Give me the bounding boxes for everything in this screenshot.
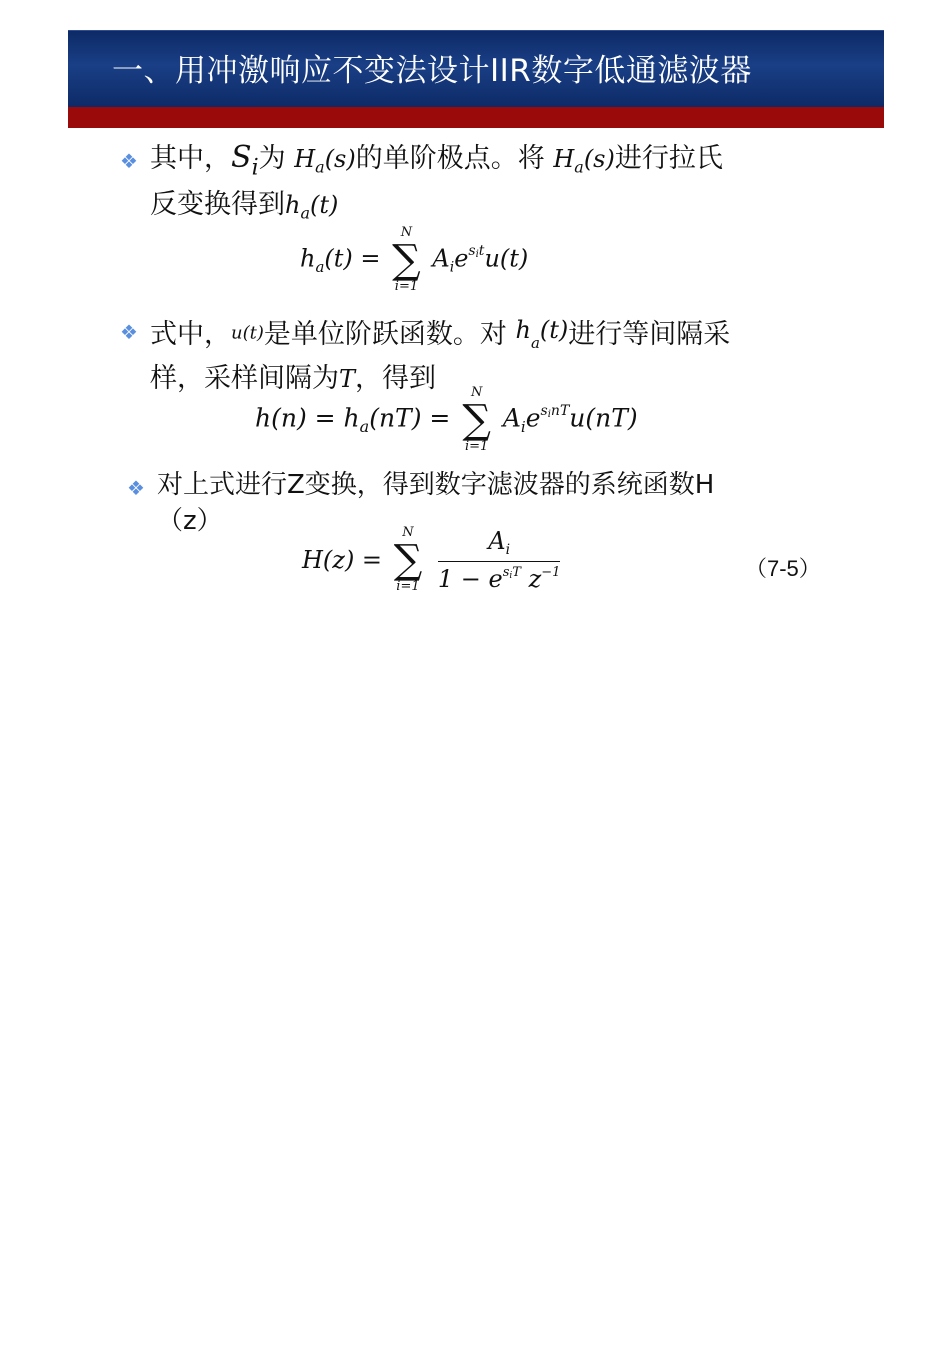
eq-exponent-subscript: i (475, 248, 479, 260)
bullet-icon: ❖ (120, 320, 138, 344)
eq-symbol: e (454, 244, 469, 273)
eq-subscript: a (359, 417, 370, 437)
eq-symbol: e (525, 403, 541, 433)
eq-exponent: T (512, 564, 521, 580)
text-fragment: 进行等间隔采 (568, 318, 731, 350)
fraction (438, 527, 561, 593)
title-underline-bar (68, 107, 884, 128)
sum-lower-limit: i=1 (394, 279, 419, 294)
sum-lower-limit: i=1 (464, 439, 489, 454)
equation-sampled-response (255, 386, 638, 454)
summation-symbol: N ∑ i=1 (393, 525, 423, 594)
var-h: h (515, 316, 531, 344)
equation-impulse-response (300, 226, 528, 294)
eq-exponent-subscript: i (509, 570, 513, 581)
sum-upper-limit: N (470, 385, 483, 400)
eq-symbol: (t) = (324, 244, 381, 273)
paragraph-poles (150, 140, 723, 231)
sum-upper-limit: N (400, 225, 413, 240)
summation-symbol: N ∑ i=1 (392, 225, 421, 294)
var-H-subscript: a (574, 157, 584, 177)
eq-symbol: (nT) = (369, 403, 451, 433)
var-H: H (553, 145, 575, 173)
text-fragment: 为 (258, 143, 286, 174)
eq-symbol: A (432, 244, 450, 273)
title-banner (68, 30, 884, 107)
paragraph-sampling (150, 312, 730, 397)
var-s-subscript: i (251, 155, 259, 181)
var-h-subscript: a (530, 334, 540, 353)
eq-exponent: s (502, 564, 510, 580)
eq-subscript: i (505, 541, 511, 558)
eq-symbol: z (528, 564, 542, 593)
eq-subscript: i (449, 259, 455, 276)
text-fragment: 反变换得到 (150, 188, 285, 220)
sum-lower-limit: i=1 (396, 579, 420, 594)
eq-symbol: H(z) = (302, 546, 383, 574)
text-fragment: ，得到 (355, 363, 437, 395)
eq-exponent: nT (550, 402, 570, 419)
equation-number: （7-5） (745, 556, 821, 581)
eq-symbol: u(t) (484, 244, 529, 273)
var-u: u(t) (231, 322, 264, 344)
var-s: S (231, 140, 252, 175)
eq-exponent: s (468, 242, 476, 259)
fraction-denominator (438, 562, 561, 593)
text-fragment: （z） (157, 506, 223, 536)
sum-upper-limit: N (402, 525, 414, 540)
eq-symbol: h(n) = h (255, 403, 360, 433)
var-h-arg: (t) (310, 190, 339, 219)
text-fragment: 对上式进行Z变换，得到数字滤波器的系统函数H (157, 470, 715, 500)
text-fragment: 样，采样间隔为 (150, 363, 339, 395)
text-fragment: 式中， (150, 318, 231, 350)
text-fragment: 是单位阶跃函数。对 (263, 318, 507, 350)
text-fragment: 的单阶极点。将 (355, 143, 545, 174)
text-fragment: 其中， (150, 143, 231, 174)
var-H: H (294, 145, 316, 173)
eq-exponent: −1 (541, 564, 561, 580)
eq-subscript: i (520, 417, 526, 436)
page-title: 一、用冲激响应不变法设计IIR数字低通滤波器 (112, 53, 752, 89)
text-fragment: 进行拉氏 (614, 143, 723, 174)
eq-exponent-subscript: i (547, 408, 551, 420)
eq-symbol: h (300, 244, 316, 273)
bullet-icon: ❖ (127, 476, 145, 500)
var-h-subscript: a (300, 203, 311, 223)
var-H-arg: (s) (324, 145, 356, 173)
eq-symbol: A (488, 527, 506, 556)
fraction-numerator (438, 527, 561, 562)
eq-subscript: a (315, 257, 325, 276)
var-h-arg: (t) (539, 316, 569, 344)
var-T: T (339, 365, 356, 394)
summation-symbol: N ∑ i=1 (462, 385, 491, 454)
var-h: h (285, 190, 301, 219)
eq-exponent: s (540, 402, 548, 419)
eq-symbol: 1 − e (437, 564, 503, 593)
bullet-icon: ❖ (120, 149, 138, 173)
eq-symbol: A (502, 403, 521, 433)
var-H-subscript: a (315, 157, 325, 177)
eq-exponent: t (478, 242, 485, 259)
eq-symbol: u(nT) (569, 403, 638, 433)
var-H-arg: (s) (583, 145, 615, 173)
equation-system-function (302, 526, 564, 594)
